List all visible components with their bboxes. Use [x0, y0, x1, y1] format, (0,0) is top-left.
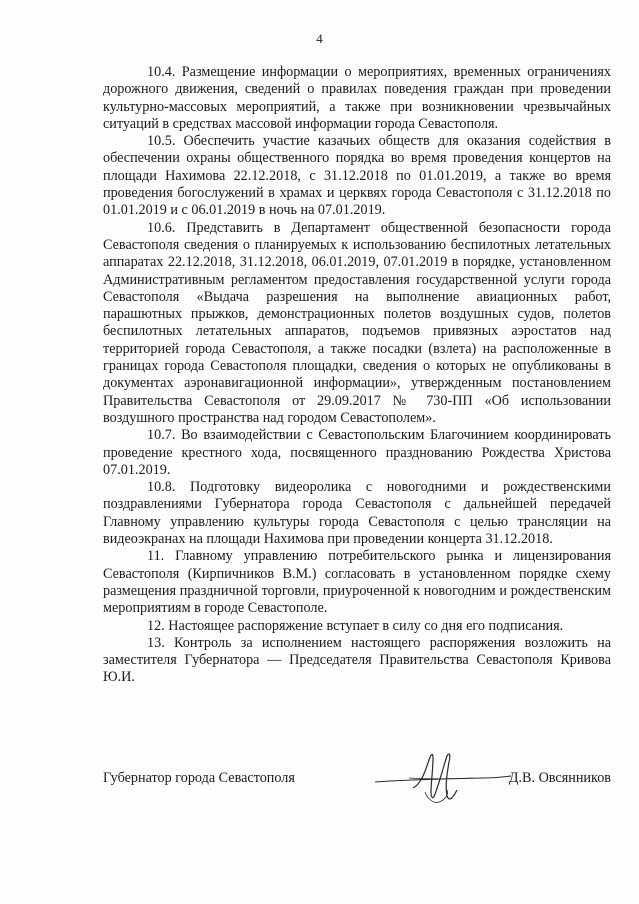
- signature-block: [103, 770, 611, 830]
- page-number: 4: [316, 31, 323, 46]
- paragraph-12: 12. Настоящее распоряжение вступает в силу со дня его подписания.: [147, 617, 564, 634]
- handwritten-signature: [373, 748, 513, 818]
- document-body: [103, 64, 611, 687]
- paragraph-13: 13. Контроль за исполнением настоящего распоряжения возложить на заместителя Губернатора — Председателя Правительства Севастополя Кривова Ю.И.: [103, 634, 611, 686]
- signatory-title: Губернатор города Севастополя: [103, 770, 295, 786]
- signatory-name: Д.В. Овсянников: [508, 770, 611, 786]
- paragraph-10-4: 10.4. Размещение информации о мероприятиях, временных ограничениях дорожного движения, сведений о правилах поведения граждан при проведении культурно-массовых мероприятий, а также при возникновении чрезвычайных ситуаций в средствах массовой информации города Севастополя.: [103, 64, 611, 132]
- paragraph-10-7: 10.7. Во взаимодействии с Севастопольским Благочинием координировать проведение крестного хода, посвященного празднованию Рождества Христова 07.01.2019.: [103, 427, 611, 478]
- paragraph-10-5: 10.5. Обеспечить участие казачьих обществ для оказания содействия в обеспечении охраны общественного порядка во время проведения концертов на площади Нахимова 22.12.2018, с 31.12.2018 по 01.01.2019, а также во время проведения богослужений в храмах и церквях города Севастополя с 31.12.2018 по 01.01.2019 и с 06.01.2019 в ночь на 07.01.2019.: [103, 133, 611, 219]
- paragraph-10-8: 10.8. Подготовку видеоролика с новогодними и рождественскими поздравлениями Губернатора города Севастополя с дальнейшей передачей Главному управлению культуры города Севастополя с целью трансляции на видеоэкранах на площади Нахимова при проведении концерта 31.12.2018.: [103, 479, 611, 548]
- paragraph-11: 11. Главному управлению потребительского рынка и лицензирования Севастополя (Кирпичников В.М.) согласовать в установленном порядке схему размещения праздничной торговли, приуроченной к новогодним и рождественским мероприятиям в городе Севастополе.: [103, 548, 611, 617]
- paragraph-10-6: 10.6. Представить в Департамент общественной безопасности города Севастополя сведения о планируемых к использованию беспилотных летательных аппаратах 22.12.2018, 31.12.2018, 06.01.2019, 07.01.2019 в порядке, установленном Административным регламентом предоставления государственной услуги города Севастополя «Выдача разрешения на выполнение авиационных работ, парашютных прыжков, демонстрационных полетов воздушных судов, полетов беспилотных летательных аппаратов, подъемов привязных аэростатов над территорией города Севастополя, а также посадки (взлета) на расположенные в границах города Севастополя площадки, сведения о которых не опубликованы в документах аэронавигационной информации», утвержденным постановлением Правительства Севастополя от 29.09.2017 № 730-ПП «Об использовании воздушного пространства над городом Севастополем».: [103, 219, 611, 426]
